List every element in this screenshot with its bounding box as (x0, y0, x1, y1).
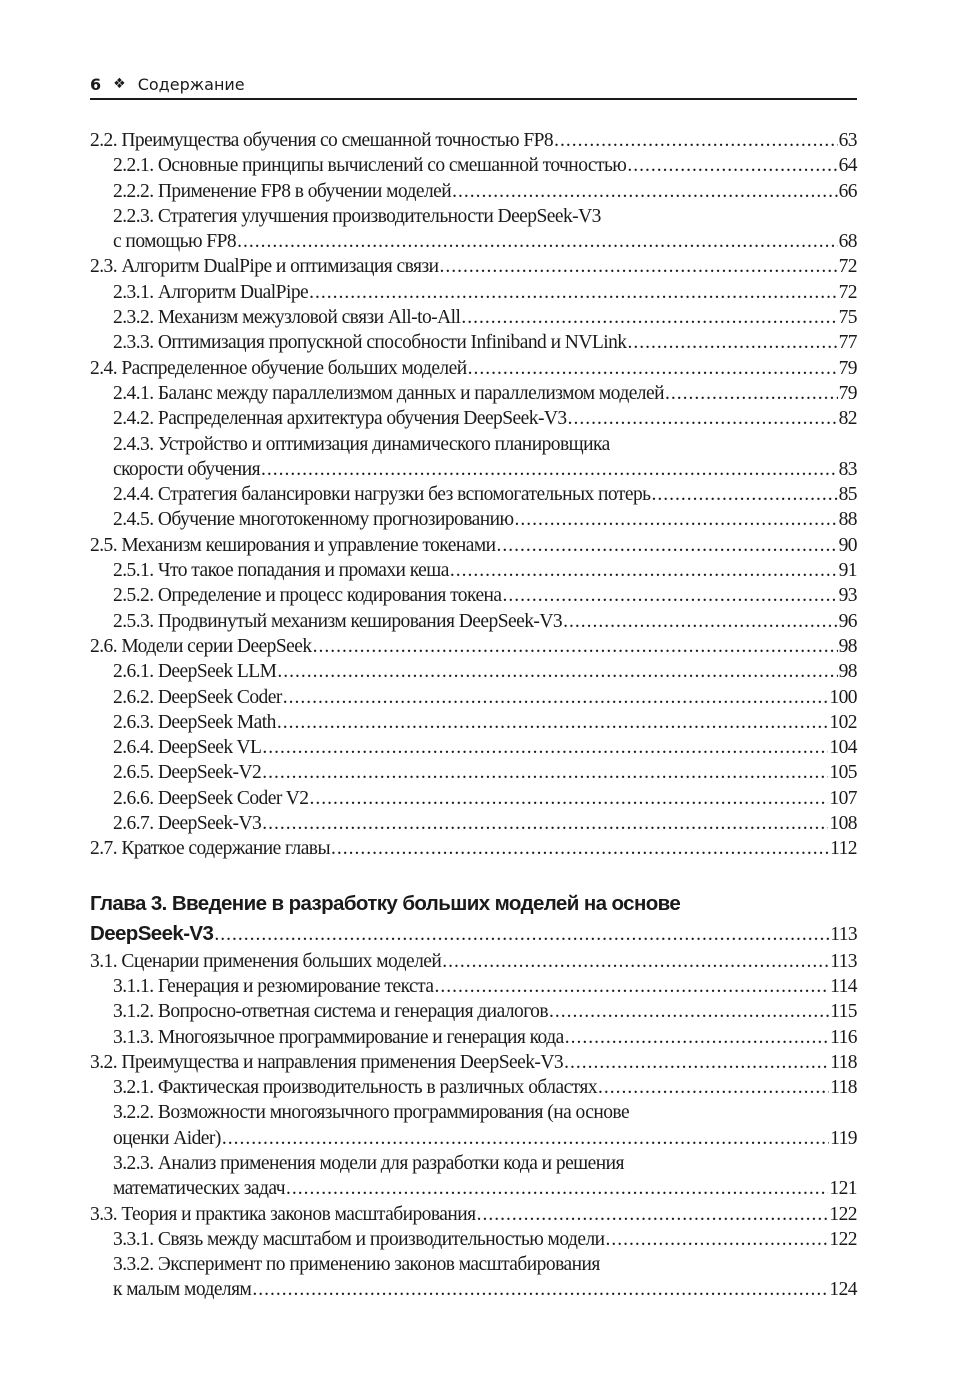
toc-entry-title: 3.2.2. Возможности многоязычного программирования (на основе (113, 1102, 630, 1124)
toc-entry-page: 107 (829, 787, 857, 809)
toc-entry-title: 3.1. Сценарии применения больших моделей (90, 950, 442, 972)
toc-entry[interactable] (90, 507, 857, 532)
toc-entry-title-cont: математических задач (113, 1178, 285, 1200)
dot-leader (554, 128, 837, 153)
dot-leader (440, 254, 838, 279)
toc-entry[interactable] (90, 179, 857, 204)
toc-entry-title: 2.5.3. Продвинутый механизм кеширования DeepSeek-V3 (113, 610, 563, 632)
toc-entry[interactable] (90, 836, 857, 861)
dot-leader (262, 811, 828, 836)
toc-entry-page: 85 (838, 484, 857, 506)
page-number: 6 (90, 74, 102, 94)
toc-entry-title: 2.6.6. DeepSeek Coder V2 (113, 787, 309, 809)
toc-entry-title: 2.4.3. Устройство и оптимизация динамического планировщика (113, 433, 610, 455)
toc-entry-title: 3.1.1. Генерация и резюмирование текста (113, 975, 434, 997)
toc-entry-title: 2.2.1. Основные принципы вычислений со смешанной точностью (113, 155, 627, 177)
dot-leader (564, 1050, 829, 1075)
toc-entry[interactable] (90, 432, 857, 457)
dot-leader (222, 1126, 829, 1151)
running-header (90, 70, 857, 100)
toc-entry-title: 2.4.1. Баланс между параллелизмом данных и параллелизмом моделей (113, 382, 664, 404)
dot-leader (452, 179, 837, 204)
toc-entry-title: 2.3. Алгоритм DualPipe и оптимизация связи (90, 256, 439, 278)
table-of-contents (90, 128, 857, 1303)
toc-entry-page: 121 (829, 1178, 857, 1200)
toc-entry[interactable] (90, 280, 857, 305)
toc-entry-page: 100 (829, 686, 857, 708)
dot-leader (237, 229, 838, 254)
dot-leader (277, 710, 829, 735)
toc-entry-page: 118 (830, 1077, 857, 1099)
toc-entry-page: 63 (838, 130, 857, 151)
dot-leader (309, 280, 837, 305)
toc-entry-title: 2.3.3. Оптимизация пропускной способности Infiniband и NVLink (113, 332, 627, 354)
toc-chapter-3-section (90, 949, 857, 1303)
chapter-title-line2: DeepSeek-V3 (90, 921, 214, 945)
dot-leader (568, 406, 838, 431)
toc-entry-title: 2.7. Краткое содержание главы (90, 838, 331, 860)
dot-leader (549, 999, 829, 1024)
toc-entry-page: 83 (838, 458, 857, 480)
toc-entry[interactable] (90, 381, 857, 406)
dot-leader (468, 356, 838, 381)
dot-leader (214, 920, 829, 950)
toc-entry[interactable] (90, 204, 857, 229)
toc-entry[interactable] (90, 1050, 857, 1075)
toc-entry-page: 68 (838, 231, 857, 253)
toc-entry-title: 2.6.4. DeepSeek VL (113, 737, 262, 759)
toc-entry-title: 2.6.3. DeepSeek Math (113, 711, 276, 733)
toc-entry-page: 66 (838, 180, 857, 202)
toc-entry-title: 3.1.2. Вопросно-ответная система и генерация диалогов (113, 1001, 549, 1023)
toc-entry-page: 114 (830, 975, 857, 997)
toc-entry-title: 2.5. Механизм кеширования и управление токенами (90, 534, 496, 556)
toc-entry-title: 2.3.2. Механизм межузловой связи All-to-All (113, 307, 461, 329)
toc-entry-title: 3.3. Теория и практика законов масштабирования (90, 1203, 476, 1225)
dot-leader (503, 583, 838, 608)
toc-entry[interactable] (90, 1252, 857, 1277)
toc-entry[interactable] (90, 685, 857, 710)
toc-entry-title: 2.4.4. Стратегия балансировки нагрузки без вспомогательных потерь (113, 484, 651, 506)
toc-entry-title-cont: с помощью FP8 (113, 231, 237, 253)
toc-entry-page: 105 (829, 762, 857, 784)
dot-leader (252, 1277, 828, 1302)
spacer (90, 862, 857, 889)
dot-leader (450, 558, 838, 583)
toc-entry-page: 122 (829, 1228, 857, 1250)
toc-entry-title: 3.3.2. Эксперимент по применению законов масштабирования (113, 1254, 600, 1276)
toc-entry[interactable] (90, 330, 857, 355)
toc-entry-page: 108 (829, 813, 857, 835)
toc-entry[interactable] (90, 558, 857, 583)
toc-entry-continuation[interactable] (90, 457, 857, 482)
toc-entry-title: 2.3.1. Алгоритм DualPipe (113, 281, 309, 303)
toc-entry-title: 2.6. Модели серии DeepSeek (90, 635, 312, 657)
toc-entry-title-cont: к малым моделям (113, 1279, 252, 1301)
toc-entry-page: 64 (838, 155, 857, 177)
toc-entry-page: 115 (830, 1001, 857, 1023)
toc-entry-page: 82 (838, 408, 857, 430)
toc-entry[interactable] (90, 153, 857, 178)
toc-entry-page: 118 (830, 1051, 857, 1073)
dot-leader (261, 457, 838, 482)
toc-entry-title: 2.5.2. Определение и процесс кодирования токена (113, 585, 502, 607)
toc-entry[interactable] (90, 1151, 857, 1176)
toc-entry-title: 2.6.5. DeepSeek-V2 (113, 762, 262, 784)
toc-entry[interactable] (90, 949, 857, 974)
toc-entry-title: 2.2. Преимущества обучения со смешанной точностью FP8 (90, 130, 554, 151)
toc-entry[interactable] (90, 760, 857, 785)
toc-entry-title: 2.6.1. DeepSeek LLM (113, 661, 277, 683)
toc-entry-title: 3.3.1. Связь между масштабом и производительностью модели (113, 1228, 605, 1250)
dot-leader (286, 1176, 828, 1201)
dot-leader (313, 634, 838, 659)
dot-leader (598, 1075, 829, 1100)
toc-entry[interactable] (90, 999, 857, 1024)
toc-entry[interactable] (90, 1227, 857, 1252)
toc-entry-page: 104 (829, 737, 857, 759)
toc-entry-page: 77 (838, 332, 857, 354)
toc-entry[interactable] (90, 254, 857, 279)
toc-entry[interactable] (90, 406, 857, 431)
toc-entry[interactable] (90, 1100, 857, 1125)
toc-entry-title: 2.6.2. DeepSeek Coder (113, 686, 282, 708)
toc-entry[interactable] (90, 710, 857, 735)
toc-entry[interactable] (90, 128, 857, 153)
toc-entry[interactable] (90, 659, 857, 684)
chapter-heading-cont[interactable] (90, 919, 857, 949)
toc-entry-page: 75 (838, 307, 857, 329)
toc-entry-continuation[interactable] (90, 1277, 857, 1302)
dot-leader (563, 609, 838, 634)
toc-entry[interactable] (90, 482, 857, 507)
toc-entry[interactable] (90, 1202, 857, 1227)
toc-chapter-2-section (90, 128, 857, 862)
toc-entry-title: 2.2.2. Применение FP8 в обучении моделей (113, 180, 452, 202)
toc-entry[interactable] (90, 583, 857, 608)
dot-leader (283, 685, 829, 710)
toc-entry-page: 90 (838, 534, 857, 556)
toc-entry-title: 2.6.7. DeepSeek-V3 (113, 813, 262, 835)
toc-entry-page: 72 (838, 281, 857, 303)
dot-leader (331, 836, 829, 861)
dot-leader (651, 482, 837, 507)
toc-entry-page: 72 (838, 256, 857, 278)
toc-entry-continuation[interactable] (90, 1176, 857, 1201)
chapter-title-line1: Глава 3. Введение в разработку больших моделей на основе (90, 891, 681, 915)
chapter-heading[interactable] (90, 889, 857, 919)
ornament-icon: ❖ (113, 76, 126, 92)
dot-leader (497, 533, 838, 558)
dot-leader (477, 1202, 829, 1227)
toc-entry-page: 124 (829, 1279, 857, 1301)
toc-entry[interactable] (90, 735, 857, 760)
dot-leader (627, 153, 837, 178)
dot-leader (442, 949, 829, 974)
dot-leader (262, 760, 828, 785)
toc-entry-page: 122 (829, 1203, 857, 1225)
toc-entry-page: 102 (829, 711, 857, 733)
dot-leader (262, 735, 828, 760)
toc-entry-page: 79 (838, 382, 857, 404)
toc-entry[interactable] (90, 533, 857, 558)
toc-entry-continuation[interactable] (90, 229, 857, 254)
toc-entry-page: 93 (838, 585, 857, 607)
dot-leader (277, 659, 837, 684)
toc-entry-page: 91 (838, 560, 857, 582)
toc-entry-page: 112 (830, 838, 857, 860)
toc-entry-page: 116 (830, 1026, 857, 1048)
dot-leader (515, 507, 838, 532)
dot-leader (434, 974, 829, 999)
toc-entry-page: 88 (838, 509, 857, 531)
dot-leader (461, 305, 837, 330)
toc-entry-title-cont: оценки Aider) (113, 1127, 221, 1149)
toc-entry-title: 2.4.5. Обучение многотокенному прогнозированию (113, 509, 514, 531)
toc-entry-title: 3.1.3. Многоязычное программирование и генерация кода (113, 1026, 564, 1048)
toc-entry-page: 119 (830, 1127, 857, 1149)
toc-entry-title: 3.2.1. Фактическая производительность в различных областях (113, 1077, 598, 1099)
toc-entry-page: 98 (838, 661, 857, 683)
toc-entry-continuation[interactable] (90, 1126, 857, 1151)
running-title: Содержание (137, 74, 245, 94)
dot-leader (628, 330, 838, 355)
toc-entry-title: 3.2. Преимущества и направления применения DeepSeek-V3 (90, 1051, 564, 1073)
toc-entry[interactable] (90, 811, 857, 836)
dot-leader (606, 1227, 829, 1252)
toc-entry[interactable] (90, 1075, 857, 1100)
toc-entry[interactable] (90, 305, 857, 330)
toc-entry[interactable] (90, 974, 857, 999)
toc-entry[interactable] (90, 634, 857, 659)
toc-entry-page: 79 (838, 357, 857, 379)
toc-entry-title: 2.4. Распределенное обучение больших моделей (90, 357, 467, 379)
toc-entry-page: 98 (838, 635, 857, 657)
toc-entry[interactable] (90, 786, 857, 811)
toc-entry[interactable] (90, 609, 857, 634)
toc-entry-page: 113 (830, 950, 857, 972)
toc-entry-title: 3.2.3. Анализ применения модели для разработки кода и решения (113, 1152, 624, 1174)
toc-entry-title: 2.4.2. Распределенная архитектура обучения DeepSeek-V3 (113, 408, 567, 430)
toc-entry[interactable] (90, 1025, 857, 1050)
dot-leader (309, 786, 828, 811)
dot-leader (565, 1025, 829, 1050)
toc-entry-title: 2.5.1. Что такое попадания и промахи кеша (113, 560, 449, 582)
chapter-page: 113 (830, 923, 857, 945)
toc-entry[interactable] (90, 356, 857, 381)
toc-entry-page: 96 (838, 610, 857, 632)
toc-entry-title-cont: скорости обучения (113, 458, 260, 480)
toc-entry-title: 2.2.3. Стратегия улучшения производительности DeepSeek-V3 (113, 205, 601, 227)
dot-leader (665, 381, 838, 406)
